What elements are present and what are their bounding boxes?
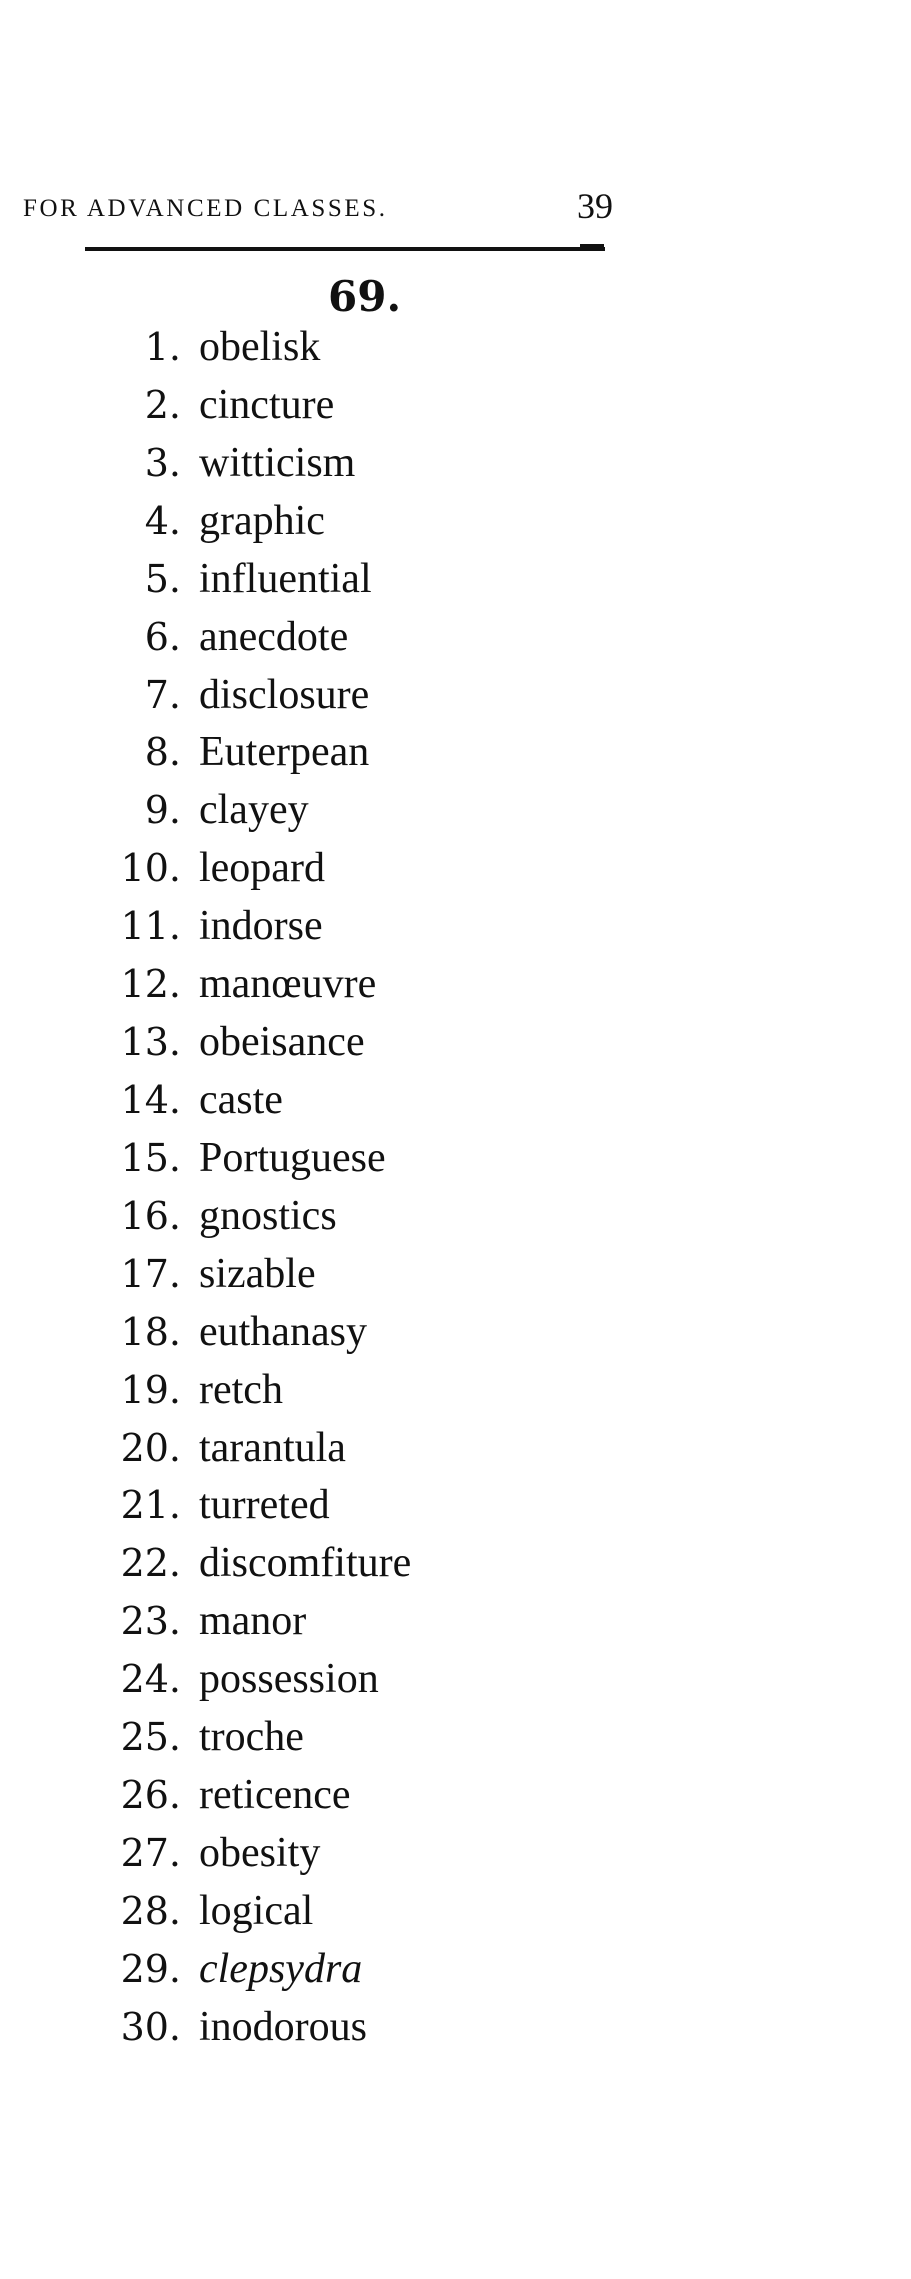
item-word: witticism xyxy=(199,439,356,486)
item-word: sizable xyxy=(199,1250,316,1297)
item-number: 7. xyxy=(144,672,181,717)
item-number: 27. xyxy=(120,1830,181,1875)
list-item xyxy=(0,723,600,781)
item-number: 10. xyxy=(120,846,181,891)
list-item xyxy=(0,1592,600,1650)
item-number: 21. xyxy=(120,1483,181,1528)
item-word: turreted xyxy=(199,1482,330,1529)
item-word: cincture xyxy=(199,381,335,428)
list-item xyxy=(0,666,600,724)
item-word: gnostics xyxy=(199,1192,337,1239)
item-word: indorse xyxy=(199,903,323,950)
list-item xyxy=(0,434,600,492)
list-item xyxy=(0,1766,600,1824)
item-number: 6. xyxy=(144,614,181,659)
list-item xyxy=(0,1824,600,1882)
item-word: caste xyxy=(199,1076,283,1123)
item-word: euthanasy xyxy=(199,1308,367,1355)
item-number: 18. xyxy=(120,1309,181,1354)
item-number: 20. xyxy=(120,1425,181,1470)
header-rule xyxy=(85,247,605,251)
item-word: graphic xyxy=(199,497,325,544)
list-item xyxy=(0,1071,600,1129)
list-item xyxy=(0,897,600,955)
item-number: 28. xyxy=(120,1888,181,1933)
item-number: 3. xyxy=(144,440,181,485)
list-item xyxy=(0,1303,600,1361)
page-header xyxy=(23,185,613,235)
item-word: clayey xyxy=(199,787,309,834)
page-number: 39 xyxy=(577,186,613,226)
item-word: troche xyxy=(199,1714,304,1761)
list-item xyxy=(0,1998,600,2056)
list-item xyxy=(0,781,600,839)
running-title: FOR ADVANCED CLASSES. xyxy=(23,195,388,222)
list-item xyxy=(0,1476,600,1534)
item-word: tarantula xyxy=(199,1424,346,1471)
list-item xyxy=(0,1708,600,1766)
item-number: 17. xyxy=(120,1251,181,1296)
item-number: 2. xyxy=(144,382,181,427)
item-word: manor xyxy=(199,1598,307,1645)
item-word: Portuguese xyxy=(199,1134,386,1181)
list-item xyxy=(0,376,600,434)
list-item xyxy=(0,608,600,666)
item-number: 14. xyxy=(120,1077,181,1122)
item-number: 19. xyxy=(120,1367,181,1412)
item-number: 4. xyxy=(144,498,181,543)
item-word: leopard xyxy=(199,845,325,892)
item-word: manœuvre xyxy=(199,961,377,1008)
list-item xyxy=(0,1013,600,1071)
item-number: 9. xyxy=(144,788,181,833)
list-item xyxy=(0,550,600,608)
list-item xyxy=(0,1419,600,1477)
item-number: 24. xyxy=(120,1657,181,1702)
item-number: 15. xyxy=(120,1135,181,1180)
item-word: obesity xyxy=(199,1829,321,1876)
item-word: possession xyxy=(199,1656,379,1703)
list-item xyxy=(0,839,600,897)
item-number: 25. xyxy=(120,1715,181,1760)
list-item xyxy=(0,1534,600,1592)
item-number: 5. xyxy=(144,556,181,601)
list-item xyxy=(0,1245,600,1303)
header-rule-end xyxy=(580,244,604,251)
item-word: anecdote xyxy=(199,613,349,660)
list-item xyxy=(0,1129,600,1187)
item-word: discomfiture xyxy=(199,1540,412,1587)
item-number: 12. xyxy=(120,962,181,1007)
item-number: 13. xyxy=(120,1020,181,1065)
list-item xyxy=(0,955,600,1013)
item-number: 30. xyxy=(120,2004,181,2049)
item-number: 26. xyxy=(120,1773,181,1818)
list-item xyxy=(0,1187,600,1245)
item-number: 16. xyxy=(120,1193,181,1238)
item-word: clepsydra xyxy=(199,1945,363,1992)
exercise-number: 69. xyxy=(328,272,402,321)
item-word: obelisk xyxy=(199,324,321,370)
list-item xyxy=(0,1940,600,1998)
list-item xyxy=(0,1650,600,1708)
item-word: inodorous xyxy=(199,2003,367,2050)
item-number: 8. xyxy=(144,730,181,775)
item-number: 1. xyxy=(144,325,181,369)
item-word: reticence xyxy=(199,1772,351,1819)
item-word: logical xyxy=(199,1887,314,1934)
item-number: 11. xyxy=(120,904,181,949)
item-word: influential xyxy=(199,555,372,602)
item-word: Euterpean xyxy=(199,729,370,776)
item-number: 22. xyxy=(120,1541,181,1586)
item-word: retch xyxy=(199,1366,283,1413)
list-item xyxy=(0,492,600,550)
list-item xyxy=(0,1361,600,1419)
list-item xyxy=(0,318,600,376)
item-word: disclosure xyxy=(199,671,370,718)
spelling-word-list xyxy=(0,318,600,2056)
item-number: 29. xyxy=(120,1946,181,1991)
item-word: obeisance xyxy=(199,1019,365,1066)
item-number: 23. xyxy=(120,1599,181,1644)
list-item xyxy=(0,1882,600,1940)
